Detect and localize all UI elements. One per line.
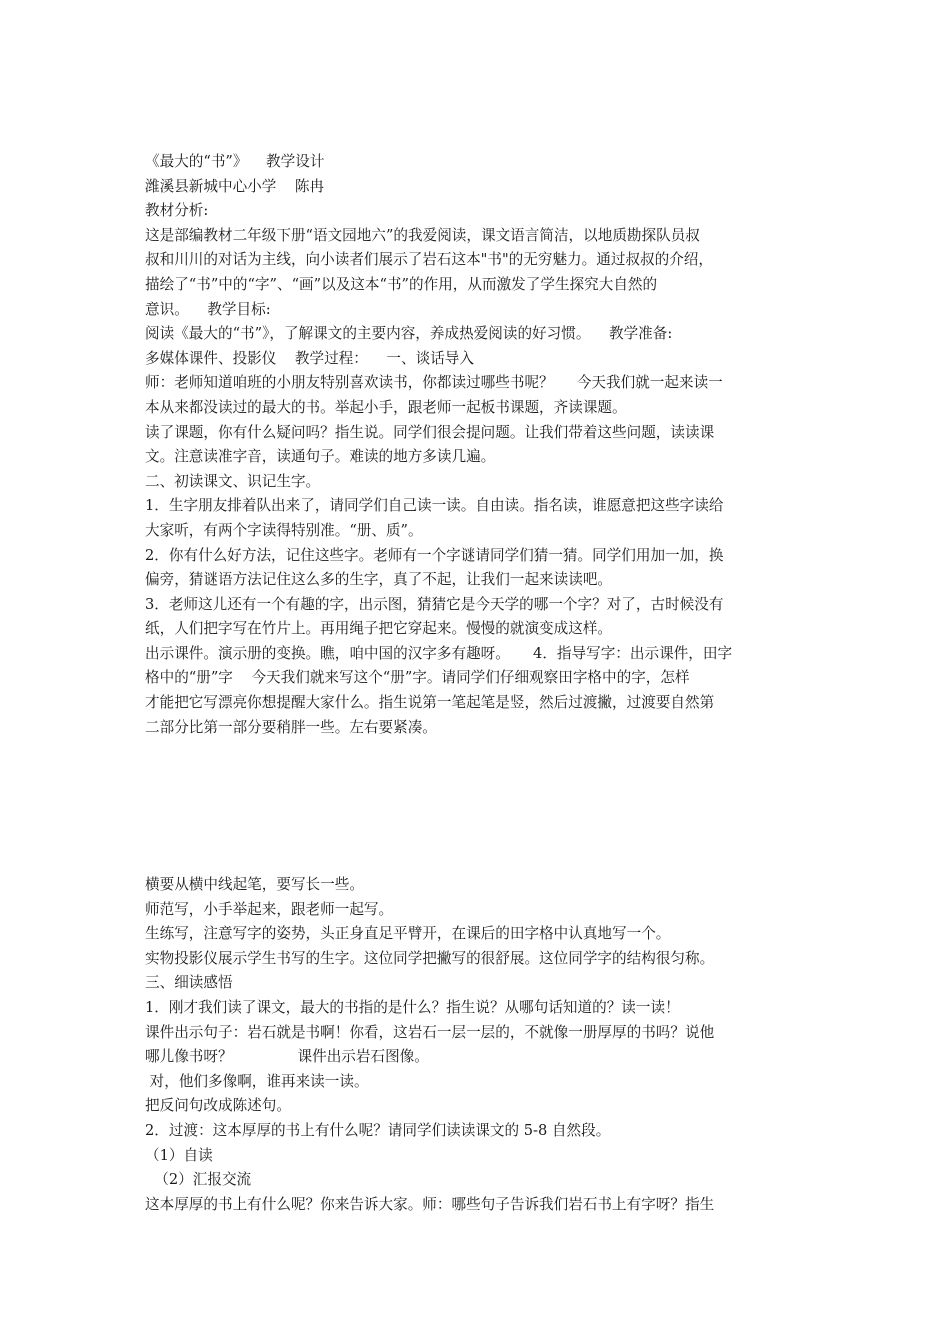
text-line: 实物投影仪展示学生书写的生字。这位同学把撇写的很舒展。这位同学字的结构很匀称。 <box>145 949 715 967</box>
text-line: 大家听，有两个字读得特别准。“册、质”。 <box>145 521 423 539</box>
text-line: 横要从横中线起笔，要写长一些。 <box>145 876 364 893</box>
text-line: 偏旁，猜谜语方法记住这么多的生字，真了不起，让我们一起来读读吧。 <box>145 571 613 589</box>
text-block-upper <box>145 150 810 740</box>
text-line: 1．生字朋友排着队出来了，请同学们自己读一读。自由读。指名读，谁愿意把这些字读给 <box>145 497 724 515</box>
text-line: 这是部编教材二年级下册“语文园地六”的我爱阅读，课文语言简洁，以地质勘探队员叔 <box>145 226 700 244</box>
text-line: 1．刚才我们读了课文，最大的书指的是什么？指生说？从哪句话知道的？读一读！ <box>145 998 680 1016</box>
text-block-lower <box>145 873 810 1217</box>
text-line: 教材分析: <box>145 202 209 220</box>
text-line: 出示课件。演示册的变换。瞧，咱中国的汉字多有趣呀。 4．指导写字：出示课件，田字 <box>145 644 733 662</box>
section-heading: 二、初读课文、识记生字。 <box>145 472 321 490</box>
document-title-line: 《最大的“书”》 教学设计 <box>145 153 325 170</box>
text-line: 2．过渡：这本厚厚的书上有什么呢？请同学们读读课文的 5-8 自然段。 <box>145 1121 611 1139</box>
text-line: 3．老师这儿还有一个有趣的字，出示图，猜猜它是今天学的哪一个字？对了，古时候没有 <box>145 595 724 613</box>
text-line: 描绘了“书”中的“字”、“画”以及这本“书”的作用，从而激发了学生探究大自然的 <box>145 275 658 293</box>
text-line: （2）汇报交流 <box>145 1171 252 1189</box>
author-line: 潍溪县新城中心小学 陈冉 <box>145 177 325 195</box>
text-line: 生练写，注意写字的姿势，头正身直足平臂开，在课后的田字格中认真地写一个。 <box>145 925 671 943</box>
text-line: 对，他们多像啊，谁再来读一读。 <box>145 1072 369 1090</box>
text-line: 师：老师知道咱班的小朋友特别喜欢读书，你都读过哪些书呢？ 今天我们就一起来读一 <box>145 374 723 392</box>
text-line: 意识。 教学目标: <box>145 300 271 318</box>
text-line: 师范写，小手举起来，跟老师一起写。 <box>145 900 394 918</box>
text-line: 阅读《最大的“书”》，了解课文的主要内容，养成热爱阅读的好习惯。 教学准备: <box>145 325 673 343</box>
text-line: （1）自读 <box>145 1146 213 1164</box>
text-line: 纸，人们把字写在竹片上。再用绳子把它穿起来。慢慢的就演变成这样。 <box>145 620 613 638</box>
text-line: 格中的“册”字 今天我们就来写这个“册”字。请同学们仔细观察田字格中的字，怎样 <box>145 669 690 687</box>
text-line: 叔和川川的对话为主线，向小读者们展示了岩石这本"书"的无穷魅力。通过叔叔的介绍， <box>145 251 713 269</box>
text-line: 读了课题，你有什么疑问吗？指生说。同学们很会提问题。让我们带着这些问题，读读课 <box>145 423 715 441</box>
text-line: 课件出示句子：岩石就是书啊！你看，这岩石一层一层的，不就像一册厚厚的书吗？说他 <box>145 1023 715 1041</box>
section-heading: 三、细读感悟 <box>145 974 233 992</box>
text-line: 这本厚厚的书上有什么呢？你来告诉大家。师：哪些句子告诉我们岩石书上有字呀？指生 <box>145 1195 715 1213</box>
text-line: 把反问句改成陈述句。 <box>145 1097 291 1115</box>
text-line: 本从来都没读过的最大的书。举起小手，跟老师一起板书课题，齐读课题。 <box>145 398 627 416</box>
text-line: 2．你有什么好方法，记住这些字。老师有一个字谜请同学们猜一猜。同学们用加一加，换 <box>145 546 724 564</box>
text-line: 二部分比第一部分要稍胖一些。左右要紧凑。 <box>145 718 437 736</box>
text-line: 哪儿像书呀？ 课件出示岩石图像。 <box>145 1048 429 1066</box>
text-line: 文。注意读准字音，读通句子。难读的地方多读几遍。 <box>145 448 496 466</box>
text-line: 才能把它写漂亮你想提醒大家什么。指生说第一笔起笔是竖，然后过渡撇，过渡要自然第 <box>145 694 715 712</box>
text-line: 多媒体课件、投影仪 教学过程： 一、谈话导入 <box>145 349 474 367</box>
